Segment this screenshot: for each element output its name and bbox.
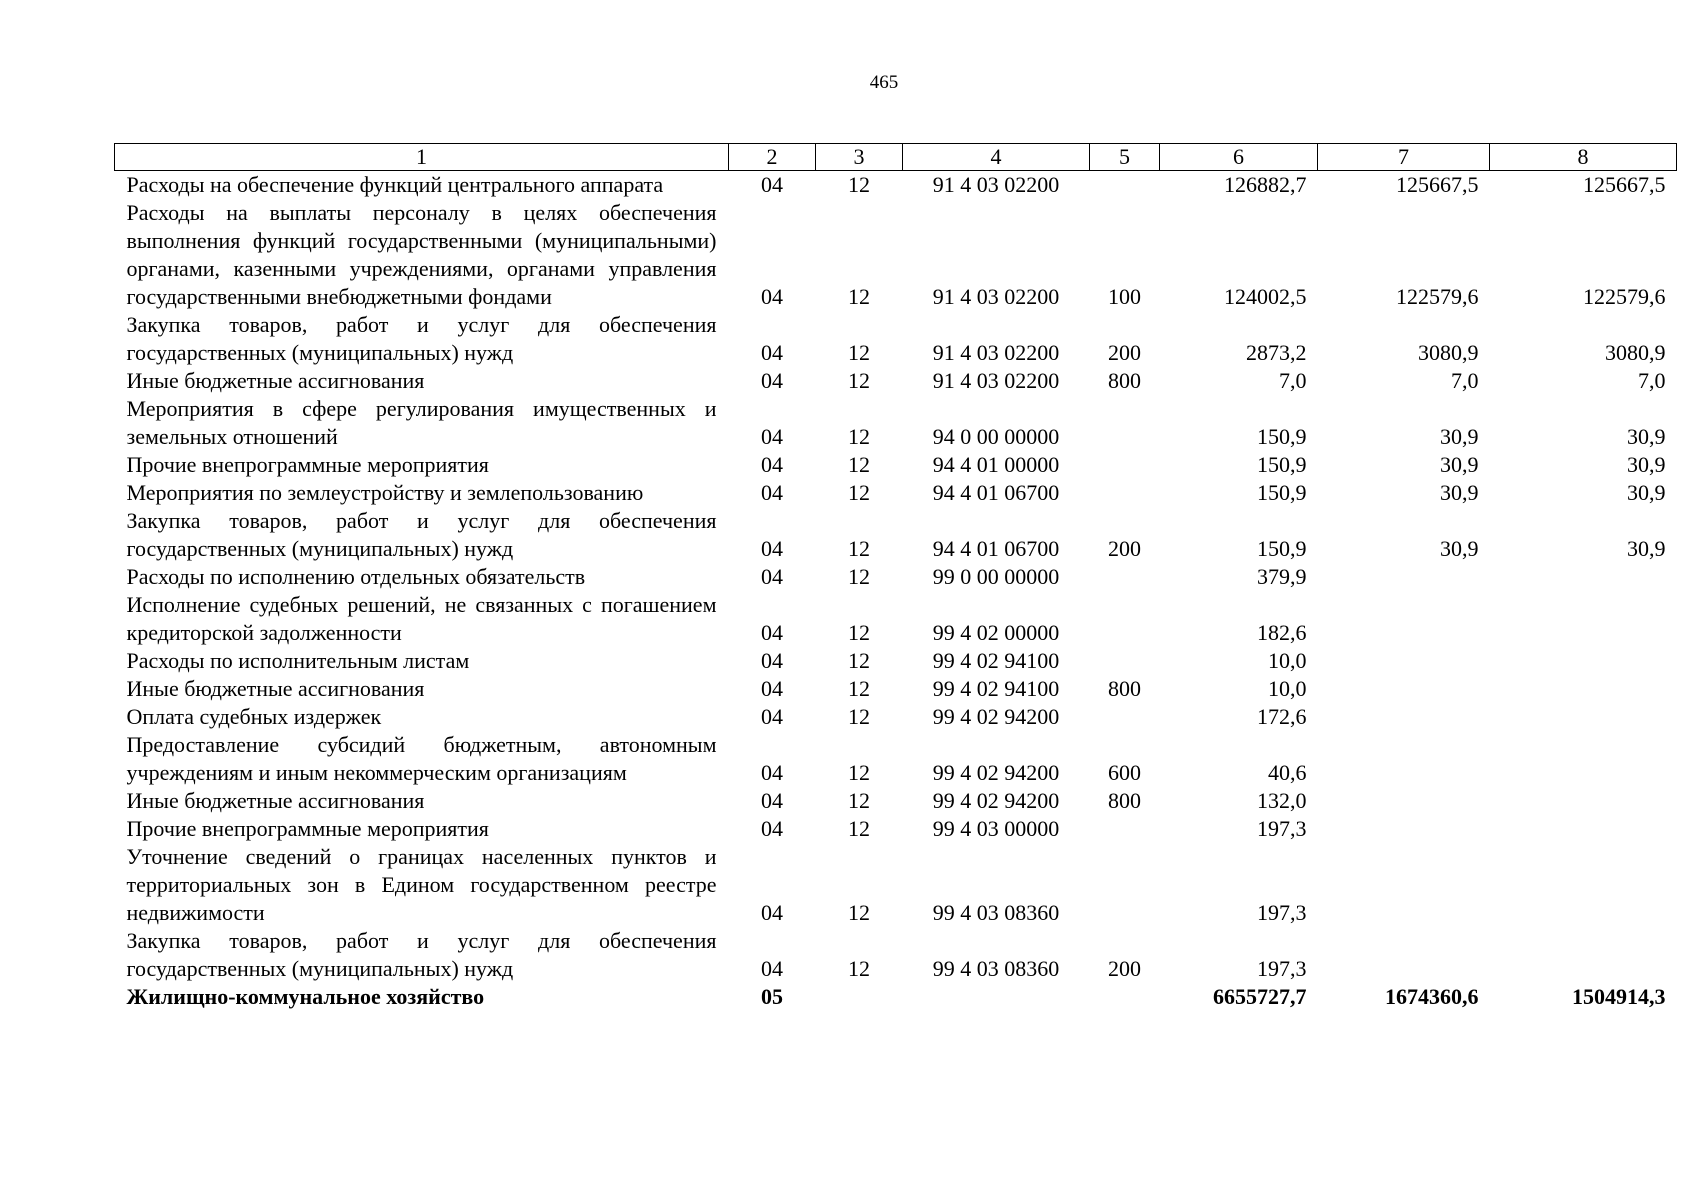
amount-cell-col7: 30,9 bbox=[1440, 536, 1479, 561]
row-name-cell: Оплата судебных издержек bbox=[126, 704, 382, 729]
amount-cell-col7 bbox=[1318, 787, 1490, 815]
expense-type-cell: 200 bbox=[1108, 340, 1141, 365]
subsection-cell: 12 bbox=[848, 368, 870, 393]
subsection-cell: 12 bbox=[848, 704, 870, 729]
table-row bbox=[115, 647, 1677, 675]
row-name-cell: Расходы по исполнительным листам bbox=[126, 648, 470, 673]
amount-cell-col6: 2873,2 bbox=[1246, 340, 1307, 365]
amount-cell-col7: 3080,9 bbox=[1418, 340, 1479, 365]
table-row bbox=[115, 311, 1677, 367]
amount-cell-col7 bbox=[1318, 675, 1490, 703]
amount-cell-col8 bbox=[1490, 563, 1677, 591]
subsection-cell: 12 bbox=[848, 340, 870, 365]
amount-cell-col7: 122579,6 bbox=[1396, 284, 1479, 309]
subsection-cell: 12 bbox=[848, 564, 870, 589]
expense-type-cell bbox=[1090, 171, 1160, 200]
subsection-cell: 12 bbox=[848, 760, 870, 785]
table-row bbox=[115, 787, 1677, 815]
amount-cell-col8: 30,9 bbox=[1627, 452, 1666, 477]
header-row bbox=[115, 144, 1677, 171]
section-cell: 04 bbox=[761, 760, 783, 785]
table-row bbox=[115, 703, 1677, 731]
amount-cell-col7: 1674360,6 bbox=[1385, 984, 1479, 1009]
subsection-cell: 12 bbox=[848, 676, 870, 701]
amount-cell-col8 bbox=[1490, 927, 1677, 983]
amount-cell-col7: 7,0 bbox=[1451, 368, 1479, 393]
subsection-cell: 12 bbox=[848, 172, 870, 197]
budget-table bbox=[114, 143, 1677, 1011]
section-cell: 04 bbox=[761, 340, 783, 365]
target-article-cell: 91 4 03 02200 bbox=[932, 284, 1060, 309]
row-name-cell: Прочие внепрограммные мероприятия bbox=[126, 816, 489, 841]
subsection-cell: 12 bbox=[848, 816, 870, 841]
amount-cell-col8 bbox=[1490, 787, 1677, 815]
subsection-cell: 12 bbox=[848, 284, 870, 309]
column-header: 2 bbox=[729, 144, 816, 171]
column-header: 5 bbox=[1090, 144, 1160, 171]
column-header: 1 bbox=[115, 144, 729, 171]
expense-type-cell bbox=[1090, 451, 1160, 479]
section-cell: 04 bbox=[761, 536, 783, 561]
target-article-cell: 94 4 01 00000 bbox=[932, 452, 1060, 477]
row-name-cell: Мероприятия в сфере регулирования имущественных и земельных отношений bbox=[126, 396, 717, 449]
target-article-cell: 99 4 02 94200 bbox=[932, 788, 1060, 813]
subsection-cell: 12 bbox=[848, 648, 870, 673]
column-header: 3 bbox=[816, 144, 903, 171]
amount-cell-col8: 125667,5 bbox=[1583, 172, 1666, 197]
row-name-cell: Закупка товаров, работ и услуг для обеспечения государственных (муниципальных) нужд bbox=[126, 312, 717, 365]
section-cell: 04 bbox=[761, 368, 783, 393]
amount-cell-col6: 150,9 bbox=[1257, 424, 1307, 449]
expense-type-cell: 200 bbox=[1108, 956, 1141, 981]
amount-cell-col8: 3080,9 bbox=[1605, 340, 1666, 365]
expense-type-cell bbox=[1090, 815, 1160, 843]
row-name-cell: Исполнение судебных решений, не связанных с погашением кредиторской задолженности bbox=[126, 592, 717, 645]
table-row bbox=[115, 815, 1677, 843]
amount-cell-col8 bbox=[1490, 647, 1677, 675]
amount-cell-col6: 150,9 bbox=[1257, 480, 1307, 505]
row-name-cell: Закупка товаров, работ и услуг для обеспечения государственных (муниципальных) нужд bbox=[126, 928, 717, 981]
amount-cell-col8 bbox=[1490, 591, 1677, 647]
table-row bbox=[115, 395, 1677, 451]
row-name-cell: Иные бюджетные ассигнования bbox=[126, 788, 425, 813]
amount-cell-col6: 197,3 bbox=[1257, 900, 1307, 925]
table-row bbox=[115, 479, 1677, 507]
target-article-cell: 94 4 01 06700 bbox=[932, 536, 1060, 561]
subsection-cell: 12 bbox=[848, 788, 870, 813]
expense-type-cell bbox=[1090, 843, 1160, 927]
target-article-cell: 99 4 02 94100 bbox=[932, 648, 1060, 673]
table-row bbox=[115, 451, 1677, 479]
row-name-cell: Мероприятия по землеустройству и землепользованию bbox=[126, 480, 644, 505]
target-article-cell: 99 4 03 08360 bbox=[932, 900, 1060, 925]
target-article-cell: 99 4 03 00000 bbox=[932, 816, 1060, 841]
amount-cell-col6: 197,3 bbox=[1257, 816, 1307, 841]
section-cell: 04 bbox=[761, 900, 783, 925]
row-name-cell: Иные бюджетные ассигнования bbox=[126, 676, 425, 701]
target-article-cell: 91 4 03 02200 bbox=[932, 368, 1060, 393]
amount-cell-col8: 122579,6 bbox=[1583, 284, 1666, 309]
table-row bbox=[115, 983, 1677, 1011]
expense-type-cell bbox=[1090, 703, 1160, 731]
page-number: 465 bbox=[869, 72, 899, 93]
amount-cell-col6: 172,6 bbox=[1257, 704, 1307, 729]
amount-cell-col7: 30,9 bbox=[1440, 424, 1479, 449]
amount-cell-col7 bbox=[1318, 703, 1490, 731]
target-article-cell: 91 4 03 02200 bbox=[932, 172, 1060, 197]
expense-type-cell bbox=[1090, 479, 1160, 507]
table-body bbox=[115, 171, 1677, 1012]
table-row bbox=[115, 507, 1677, 563]
row-name-cell: Расходы по исполнению отдельных обязательств bbox=[126, 564, 586, 589]
subsection-cell: 12 bbox=[848, 956, 870, 981]
target-article-cell: 94 4 01 06700 bbox=[932, 480, 1060, 505]
amount-cell-col7 bbox=[1318, 843, 1490, 927]
expense-type-cell: 200 bbox=[1108, 536, 1141, 561]
section-cell: 05 bbox=[761, 984, 783, 1009]
target-article-cell: 99 4 02 94200 bbox=[932, 760, 1060, 785]
section-cell: 04 bbox=[761, 564, 783, 589]
amount-cell-col6: 379,9 bbox=[1257, 564, 1307, 589]
target-article-cell: 99 4 02 94200 bbox=[932, 704, 1060, 729]
table-row bbox=[115, 675, 1677, 703]
amount-cell-col7 bbox=[1318, 591, 1490, 647]
expense-type-cell: 800 bbox=[1108, 676, 1141, 701]
subsection-cell: 12 bbox=[848, 480, 870, 505]
amount-cell-col6: 6655727,7 bbox=[1213, 984, 1307, 1009]
amount-cell-col8 bbox=[1490, 815, 1677, 843]
row-name-cell: Прочие внепрограммные мероприятия bbox=[126, 452, 489, 477]
column-header: 6 bbox=[1160, 144, 1318, 171]
expense-type-cell bbox=[1090, 983, 1160, 1011]
table-row bbox=[115, 171, 1677, 200]
target-article-cell bbox=[903, 983, 1090, 1011]
amount-cell-col8 bbox=[1490, 703, 1677, 731]
expense-type-cell bbox=[1090, 395, 1160, 451]
subsection-cell: 12 bbox=[848, 620, 870, 645]
column-header: 8 bbox=[1490, 144, 1677, 171]
amount-cell-col8 bbox=[1490, 675, 1677, 703]
amount-cell-col8: 7,0 bbox=[1638, 368, 1666, 393]
amount-cell-col8 bbox=[1490, 843, 1677, 927]
table-row bbox=[115, 367, 1677, 395]
row-name-cell: Закупка товаров, работ и услуг для обеспечения государственных (муниципальных) нужд bbox=[126, 508, 717, 561]
amount-cell-col6: 124002,5 bbox=[1224, 284, 1307, 309]
row-name-cell: Жилищно-коммунальное хозяйство bbox=[126, 984, 485, 1009]
amount-cell-col6: 150,9 bbox=[1257, 536, 1307, 561]
section-cell: 04 bbox=[761, 480, 783, 505]
amount-cell-col7: 30,9 bbox=[1440, 452, 1479, 477]
amount-cell-col8: 30,9 bbox=[1627, 480, 1666, 505]
section-cell: 04 bbox=[761, 284, 783, 309]
row-name-cell: Иные бюджетные ассигнования bbox=[126, 368, 425, 393]
subsection-cell: 12 bbox=[848, 452, 870, 477]
amount-cell-col6: 197,3 bbox=[1257, 956, 1307, 981]
row-name-cell: Расходы на обеспечение функций центрального аппарата bbox=[126, 172, 664, 197]
amount-cell-col8: 1504914,3 bbox=[1572, 984, 1666, 1009]
table-row bbox=[115, 199, 1677, 311]
row-name-cell: Предоставление субсидий бюджетным, автономным учреждениям и иным некоммерческим организациям bbox=[126, 732, 717, 785]
table-row bbox=[115, 927, 1677, 983]
section-cell: 04 bbox=[761, 620, 783, 645]
section-cell: 04 bbox=[761, 816, 783, 841]
section-cell: 04 bbox=[761, 424, 783, 449]
amount-cell-col7 bbox=[1318, 927, 1490, 983]
expense-type-cell: 800 bbox=[1108, 368, 1141, 393]
amount-cell-col7 bbox=[1318, 647, 1490, 675]
expense-type-cell bbox=[1090, 591, 1160, 647]
subsection-cell: 12 bbox=[848, 900, 870, 925]
expense-type-cell: 600 bbox=[1108, 760, 1141, 785]
amount-cell-col6: 10,0 bbox=[1268, 648, 1307, 673]
row-name-cell: Уточнение сведений о границах населенных пунктов и территориальных зон в Едином государственном реестре недвижимости bbox=[126, 844, 717, 925]
section-cell: 04 bbox=[761, 956, 783, 981]
expense-type-cell: 800 bbox=[1108, 788, 1141, 813]
amount-cell-col7 bbox=[1318, 731, 1490, 787]
target-article-cell: 99 4 02 00000 bbox=[932, 620, 1060, 645]
column-header: 4 bbox=[903, 144, 1090, 171]
amount-cell-col6: 40,6 bbox=[1268, 760, 1307, 785]
amount-cell-col6: 132,0 bbox=[1257, 788, 1307, 813]
amount-cell-col6: 10,0 bbox=[1268, 676, 1307, 701]
table-row bbox=[115, 591, 1677, 647]
target-article-cell: 99 4 03 08360 bbox=[932, 956, 1060, 981]
expense-type-cell bbox=[1090, 647, 1160, 675]
target-article-cell: 94 0 00 00000 bbox=[932, 424, 1060, 449]
target-article-cell: 91 4 03 02200 bbox=[932, 340, 1060, 365]
table-row bbox=[115, 731, 1677, 787]
column-header: 7 bbox=[1318, 144, 1490, 171]
row-name-cell: Расходы на выплаты персоналу в целях обеспечения выполнения функций государственными (муниципальными) органами, казенными учреждениями, органами управления государственными внебюджетными фондами bbox=[126, 200, 717, 309]
table-row bbox=[115, 563, 1677, 591]
expense-type-cell: 100 bbox=[1108, 284, 1141, 309]
subsection-cell: 12 bbox=[848, 424, 870, 449]
amount-cell-col6: 7,0 bbox=[1279, 368, 1307, 393]
section-cell: 04 bbox=[761, 452, 783, 477]
amount-cell-col8: 30,9 bbox=[1627, 424, 1666, 449]
amount-cell-col7: 125667,5 bbox=[1396, 172, 1479, 197]
amount-cell-col7 bbox=[1318, 563, 1490, 591]
section-cell: 04 bbox=[761, 172, 783, 197]
section-cell: 04 bbox=[761, 648, 783, 673]
amount-cell-col6: 182,6 bbox=[1257, 620, 1307, 645]
amount-cell-col7: 30,9 bbox=[1440, 480, 1479, 505]
subsection-cell: 12 bbox=[848, 536, 870, 561]
table-row bbox=[115, 843, 1677, 927]
amount-cell-col6: 150,9 bbox=[1257, 452, 1307, 477]
section-cell: 04 bbox=[761, 704, 783, 729]
amount-cell-col8: 30,9 bbox=[1627, 536, 1666, 561]
amount-cell-col6: 126882,7 bbox=[1224, 172, 1307, 197]
section-cell: 04 bbox=[761, 788, 783, 813]
amount-cell-col8 bbox=[1490, 731, 1677, 787]
expense-type-cell bbox=[1090, 563, 1160, 591]
target-article-cell: 99 0 00 00000 bbox=[932, 564, 1060, 589]
subsection-cell bbox=[816, 983, 903, 1011]
section-cell: 04 bbox=[761, 676, 783, 701]
amount-cell-col7 bbox=[1318, 815, 1490, 843]
target-article-cell: 99 4 02 94100 bbox=[932, 676, 1060, 701]
